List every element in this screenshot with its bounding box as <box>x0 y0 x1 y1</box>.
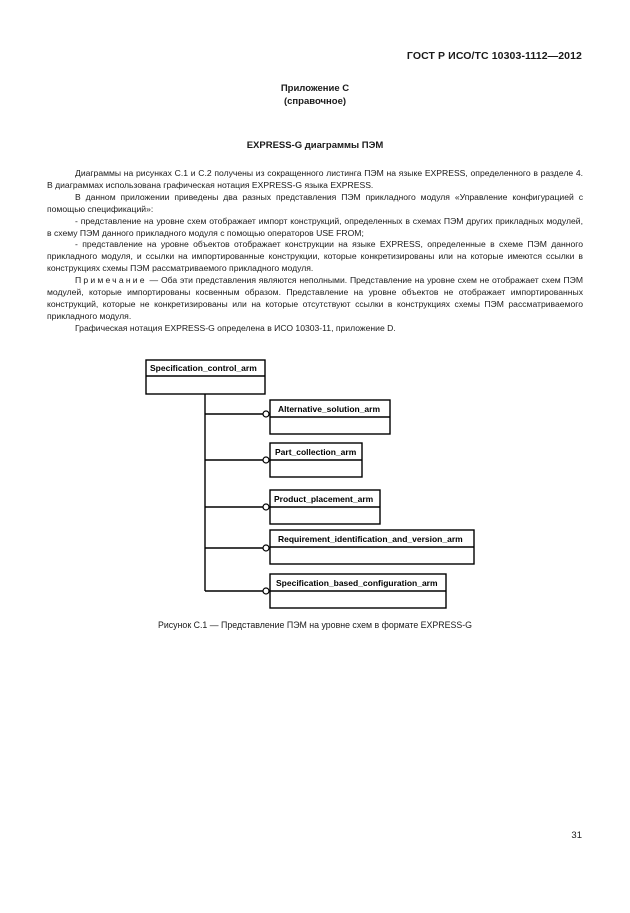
annex-title: Приложение С <box>280 83 350 94</box>
paragraph-notation-reference: Графическая нотация EXPRESS-G определена в ИСО 10303-11, приложение D. <box>75 322 396 333</box>
schema-box-1 <box>270 400 390 434</box>
schema-label-2: Part_collection_arm <box>275 447 357 457</box>
connector-circle-5 <box>263 588 269 594</box>
express-g-diagram <box>0 350 630 612</box>
note-label: Примечание <box>75 275 147 286</box>
paragraph-object-level: - представление на уровне объектов отображает конструкции на языке EXPRESS, определенные в схеме ПЭМ данного прикладного модуля, и ссылки на импортированные конструкции, которые конкретизированы или на которые имеются ссылки в конструкциях схемы ПЭМ рассматриваемого прикладного модуля. <box>47 239 583 274</box>
schema-box-4 <box>270 530 474 564</box>
schema-label-3: Product_placement_arm <box>274 494 374 504</box>
schema-box-5 <box>270 574 446 608</box>
paragraph-intro: Диаграммы на рисунках С.1 и С.2 получены из сокращенного листинга ПЭМ на языке EXPRESS, определенного в разделе 4. В диаграммах использована графическая нотация EXPRESS-G языка EXPRESS. <box>47 168 583 190</box>
note-text: — Оба эти представления являются неполными. Представление на уровне схем не отображает схем ПЭМ модулей, которые импортированы косвенным образом. Представление на уровне объектов не отображает импортированных конструкций, которые не конкретизированы или на которые отсутствуют ссылки в конструкциях схемы ПЭМ рассматриваемого прикладного модуля. <box>47 275 583 321</box>
schema-label-1: Alternative_solution_arm <box>278 404 381 414</box>
main-schema-label: Specification_control_arm <box>150 363 257 373</box>
page-number: 31 <box>571 830 582 841</box>
annex-heading <box>0 82 630 108</box>
standard-header: ГОСТ Р ИСО/ТС 10303-1112—2012 <box>406 50 582 62</box>
connector-circle-1 <box>263 411 269 417</box>
connector-circle-4 <box>263 545 269 551</box>
paragraph-representations: В данном приложении приведены два разных представления ПЭМ прикладного модуля «Управление конфигурацией с помощью спецификаций»: <box>47 191 583 214</box>
annex-subtitle: (справочное) <box>283 96 347 107</box>
connector-circle-2 <box>263 457 269 463</box>
body-text <box>47 168 583 335</box>
schema-label-4: Requirement_identification_and_version_arm <box>278 534 463 544</box>
schema-label-5: Specification_based_configuration_arm <box>276 578 438 588</box>
figure-caption: Рисунок С.1 — Представление ПЭМ на уровне схем в формате EXPRESS-G <box>158 620 472 630</box>
schema-box-3 <box>270 490 380 524</box>
paragraph-note <box>47 275 583 323</box>
schema-box-2 <box>270 443 362 477</box>
paragraph-schema-level: - представление на уровне схем отображает импорт конструкций, определенных в схемах ПЭМ других прикладных модулей, в схему ПЭМ данного прикладного модуля с помощью операторов USE FROM; <box>47 215 583 238</box>
main-schema-box <box>146 360 265 394</box>
section-title: EXPRESS-G диаграммы ПЭМ <box>246 140 384 151</box>
connector-circle-3 <box>263 504 269 510</box>
